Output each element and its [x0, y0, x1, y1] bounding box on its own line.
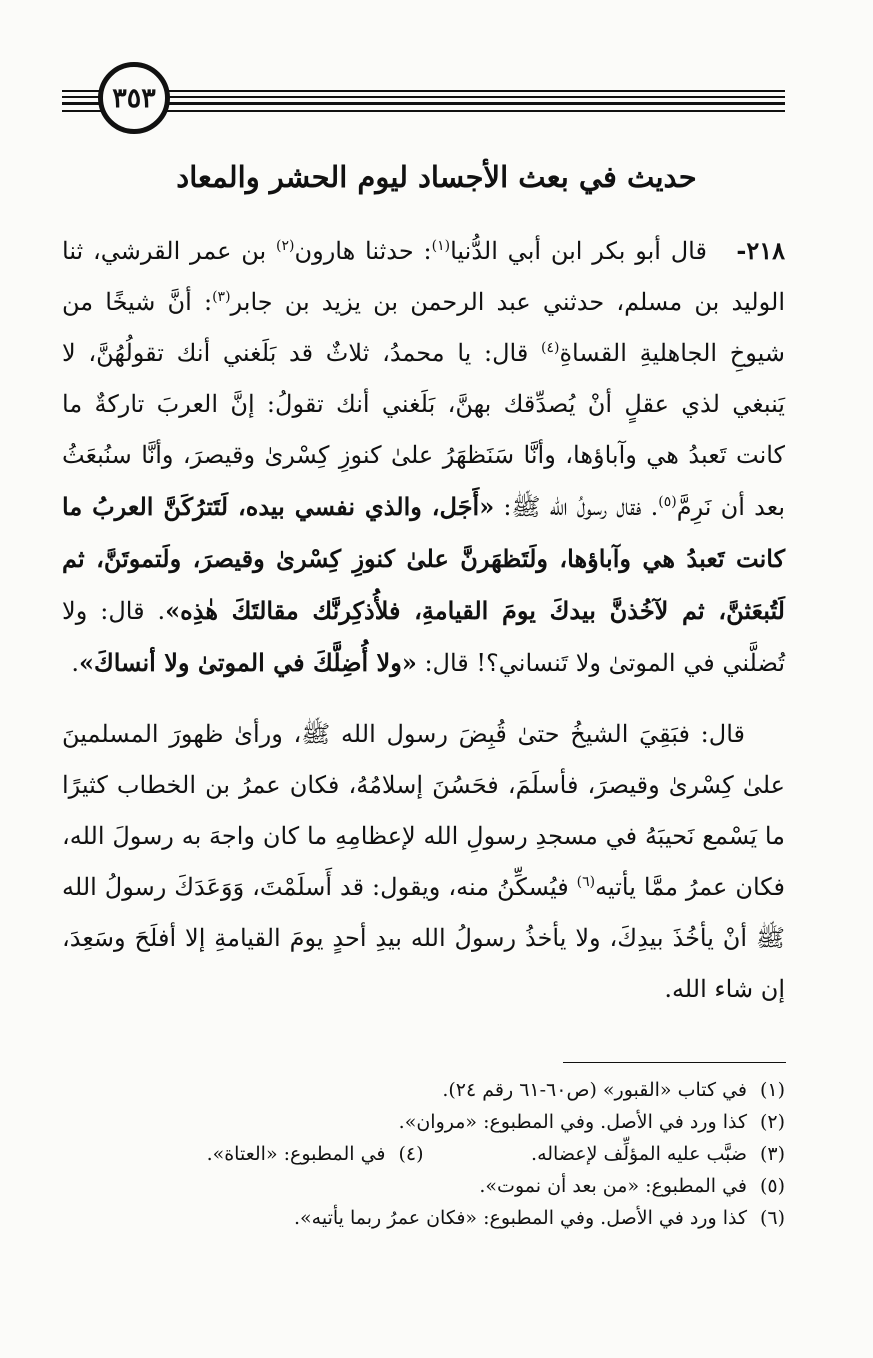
footnote-mark: (٥) [759, 1175, 785, 1197]
text-segment: قال: يا محمدُ، ثلاثٌ قد بَلَغني أنك تقولُهُنَّ، لا يَنبغي لذي عقلٍ أنْ يُصدِّقك بهنَّ، بَلَغني أنك تقولُ: إنَّ العربَ تاركةٌ ما كانت تَعبدُ هي وآباؤها، وأنَّا سَنَظهَرُ علىٰ كنوزِ كِسْرىٰ وقيصرَ، وأنَّا سنُبعَثُ بعد أن نَرِمَّ [62, 339, 785, 521]
footnote-3 [424, 1138, 786, 1170]
text-segment: : أنَّ شيخًا من شيوخِ الجاهليةِ القساةِ [62, 288, 785, 367]
footnote-mark: (١) [759, 1079, 785, 1101]
footnote-mark: (٤) [398, 1143, 424, 1165]
footnote-ref-6[interactable]: (٦) [576, 874, 596, 890]
text-segment: قال أبو بكر ابن أبي الدُّنيا [450, 237, 707, 265]
page-number: ٣٥٣ [98, 62, 170, 134]
footnote-text: في كتاب «القبور» (ص٦٠-٦١ رقم ٢٤). [442, 1079, 747, 1101]
text-segment: : حدثنا هارون [294, 237, 432, 265]
footnote-ref-1[interactable]: (١) [431, 238, 451, 254]
text-segment: بن عمر القرشي، ثنا الوليد بن مسلم، حدثني عبد الرحمن بن يزيد بن جابر [62, 237, 786, 316]
header-rule-top [62, 90, 785, 92]
footnote-text: في المطبوع: «من بعد أن نموت». [479, 1175, 747, 1197]
footnote-separator [563, 1062, 786, 1063]
prophetic-quote-1: «أَجَل، والذي نفسي بيده، لَتَترُكَنَّ العربُ ما كانت تَعبدُ هي وآباؤها، ولَتَظهَرنَّ علىٰ كنوزِ كِسْرىٰ وقيصرَ، ولَتموتَنَّ، ثم لَتُبعَثنَّ، ثم لآخُذنَّ بيدكَ يومَ القيامةِ، فلأُذكِرنَّك مقالتَكَ هٰذِه» [62, 492, 785, 625]
footnote-ref-5[interactable]: (٥) [658, 494, 677, 510]
footnote-ref-2[interactable]: (٢) [276, 238, 295, 254]
footnote-mark: (٣) [759, 1143, 785, 1165]
main-text [62, 225, 785, 1015]
hadith-number: ٢١٨- [736, 236, 785, 265]
text-segment: . فقال رسولُ الله ﷺ: [494, 493, 659, 521]
footnotes [62, 1074, 785, 1234]
footnote-text: ضبَّب عليه المؤلِّف لإعضاله. [531, 1143, 747, 1165]
footnote-4 [62, 1138, 424, 1170]
footnote-text: كذا ورد في الأصل. وفي المطبوع: «فكان عمرُ ربما يأتيه». [293, 1207, 747, 1229]
header-rule-thick [62, 102, 785, 105]
paragraph-2 [62, 709, 785, 1015]
text-segment: . قال: ولا تُضلَّني في الموتىٰ ولا تَنساني؟! قال: [62, 597, 785, 677]
footnote-5 [62, 1170, 785, 1202]
text-segment: قال: فبَقِيَ الشيخُ حتىٰ قُبِضَ رسول الله ﷺ، ورأىٰ ظهورَ المسلمينَ علىٰ كِسْرىٰ وقيصرَ، فأسلَمَ، فحَسُنَ إسلامُهُ، فكان عمرُ بن الخطاب كثيرًا ما يَسْمع نَحيبَهُ في مسجدِ رسولِ الله لإعظامِهِ ما كان واجهَ به رسولَ الله، فكان عمرُ ممَّا يأتيه [62, 720, 786, 901]
footnote-6 [62, 1202, 785, 1234]
paragraph-1 [62, 225, 785, 689]
prophetic-quote-2: «ولا أُضِلَّكَ في الموتىٰ ولا أنساكَ» [79, 648, 417, 677]
text-segment: فيُسكِّنُ منه، ويقول: قد أَسلَمْتَ، وَوَعَدَكَ رسولُ الله ﷺ أنْ يأخُذَ بيدِكَ، ولا يأخذُ رسولُ الله بيدِ أحدٍ يومَ القيامةِ إلا أفلَحَ وسَعِدَ، إن شاء الله. [62, 873, 785, 1003]
footnote-1 [62, 1074, 785, 1106]
footnote-row [62, 1138, 785, 1170]
footnote-mark: (٢) [759, 1111, 785, 1133]
text-segment: . [71, 649, 79, 677]
footnote-text: في المطبوع: «العتاة». [206, 1143, 386, 1165]
footnote-ref-3[interactable]: (٣) [212, 289, 231, 305]
footnote-ref-4[interactable]: (٤) [541, 340, 560, 356]
header-rule-bottom [62, 110, 785, 112]
footnote-mark: (٦) [759, 1207, 785, 1229]
footnote-2 [62, 1106, 785, 1138]
footnote-text: كذا ورد في الأصل. وفي المطبوع: «مروان». [398, 1111, 747, 1133]
header-rule-middle [62, 96, 785, 98]
section-heading: حديث في بعث الأجساد ليوم الحشر والمعاد [176, 160, 697, 194]
